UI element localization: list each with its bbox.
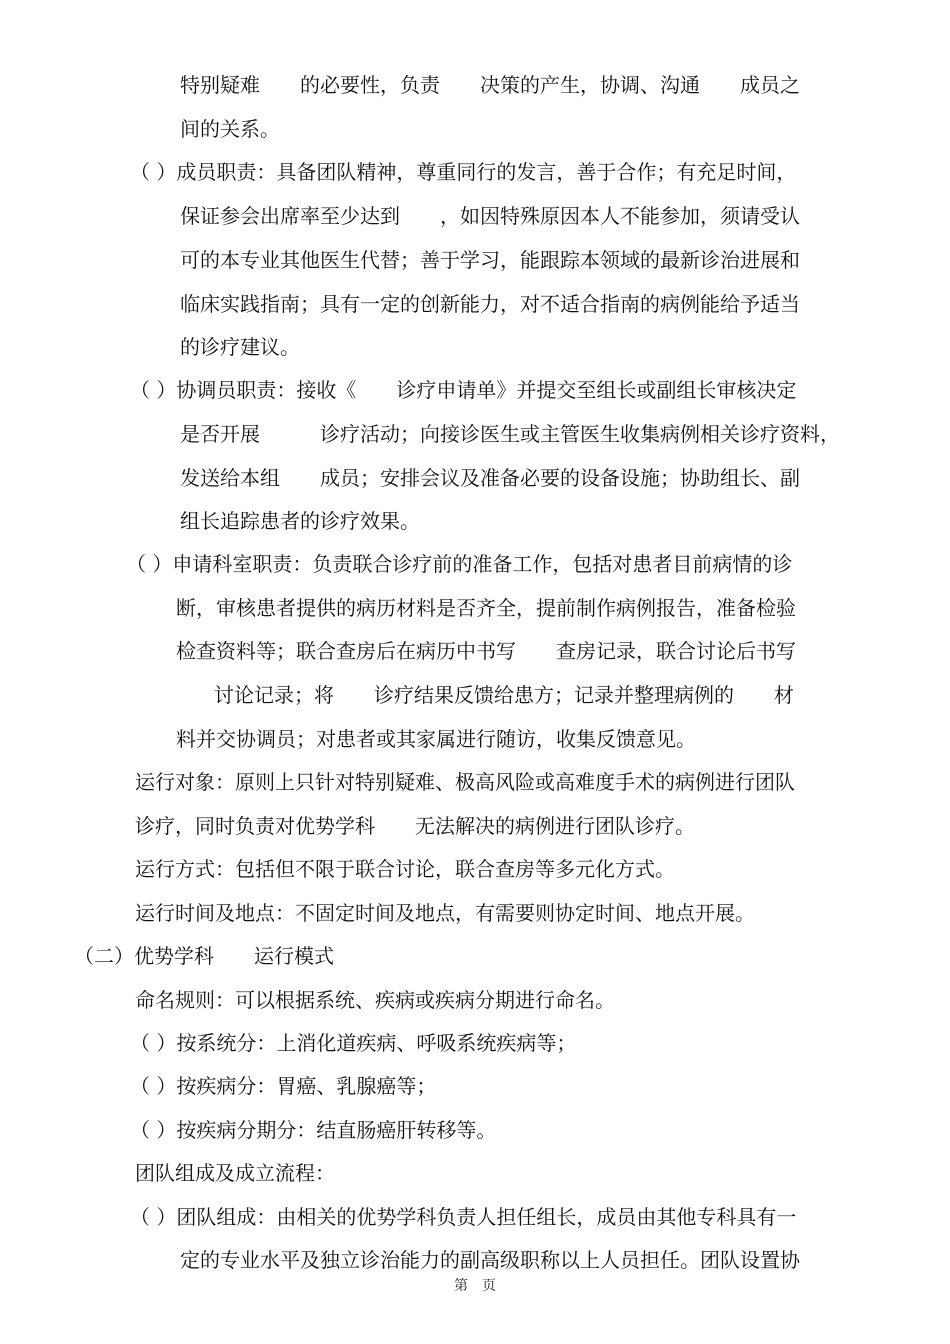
text-line: （ ）团队组成：由相关的优势学科负责人担任组长，成员由其他专科具有一 — [130, 1205, 797, 1229]
section-heading: （二）优势学科 运行模式 — [74, 944, 334, 968]
text-line: （ ）按疾病分：胃癌、乳腺癌等； — [130, 1074, 437, 1098]
text-line: （ ）申请科室职责：负责联合诊疗前的准备工作，包括对患者目前病情的诊 — [126, 552, 793, 576]
text-line: （ ）按系统分：上消化道疾病、呼吸系统疾病等； — [130, 1031, 577, 1055]
text-line: （ ）成员职责：具备团队精神，尊重同行的发言，善于合作；有充足时间， — [130, 160, 797, 184]
text-line: （ ）按疾病分期分：结直肠癌肝转移等。 — [130, 1118, 497, 1142]
text-line: 定的专业水平及独立诊治能力的副高级职称以上人员担任。团队设置协 — [180, 1248, 800, 1272]
text-line: 料并交协调员；对患者或其家属进行随访，收集反馈意见。 — [176, 727, 696, 751]
text-line: 检查资料等；联合查房后在病历中书写 查房记录，联合讨论后书写 — [176, 639, 796, 663]
text-line: 临床实践指南；具有一定的创新能力，对不适合指南的病例能给予适当 — [180, 292, 800, 316]
page-footer: 第 页 — [454, 1278, 496, 1294]
text-line: （ ）协调员职责：接收《 诊疗申请单》并提交至组长或副组长审核决定 — [130, 378, 797, 402]
text-line: 运行对象：原则上只针对特别疑难、极高风险或高难度手术的病例进行团队 — [135, 770, 795, 794]
text-line: 命名规则：可以根据系统、疾病或疾病分期进行命名。 — [135, 988, 615, 1012]
text-line: 断，审核患者提供的病历材料是否齐全，提前制作病例报告，准备检验 — [176, 596, 796, 620]
text-line: 特别疑难 的必要性，负责 决策的产生，协调、沟通 成员之 — [180, 73, 800, 97]
text-line: 团队组成及成立流程： — [135, 1161, 335, 1185]
text-line: 发送给本组 成员；安排会议及准备必要的设备设施；协助组长、副 — [180, 466, 800, 490]
text-line: 可的本专业其他医生代替；善于学习，能跟踪本领域的最新诊治进展和 — [180, 248, 800, 272]
text-line: 的诊疗建议。 — [180, 335, 300, 359]
text-line: 间的关系。 — [180, 117, 280, 141]
text-line: 是否开展 诊疗活动；向接诊医生或主管医生收集病例相关诊疗资料， — [180, 422, 840, 446]
text-line: 讨论记录；将 诊疗结果反馈给患方；记录并整理病例的 材 — [214, 683, 794, 707]
text-line: 保证参会出席率至少达到 ，如因特殊原因本人不能参加，须请受认 — [180, 204, 800, 228]
text-line: 运行方式：包括但不限于联合讨论，联合查房等多元化方式。 — [135, 857, 675, 881]
text-line: 诊疗，同时负责对优势学科 无法解决的病例进行团队诊疗。 — [135, 814, 695, 838]
text-line: 组长追踪患者的诊疗效果。 — [180, 509, 420, 533]
text-line: 运行时间及地点：不固定时间及地点，有需要则协定时间、地点开展。 — [135, 901, 755, 925]
